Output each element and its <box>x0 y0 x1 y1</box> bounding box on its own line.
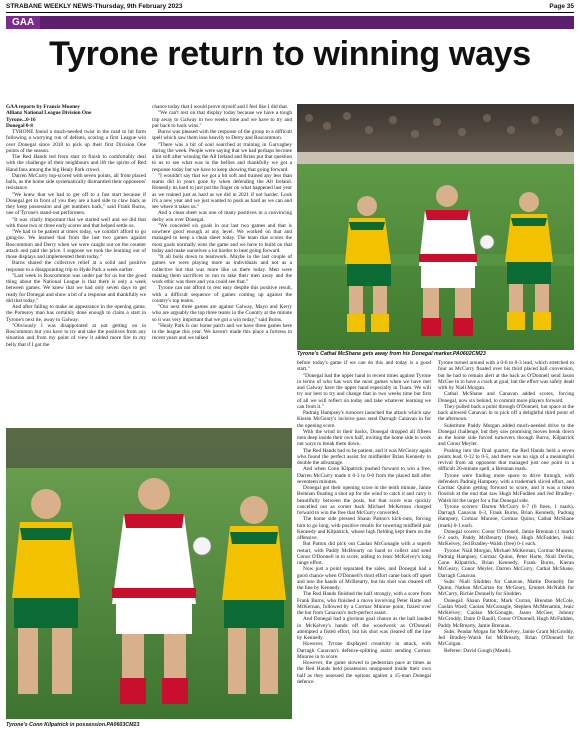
article-paragraph: Burns was pleased with the response of the group to a difficult spell which saw them lose heavily to Derry and Roscommon. <box>152 129 292 142</box>
article-paragraph: Tyrone were finding more space to drive through, with defenders Padraig Hampsey, with a trademark sliced effort, and Cormac Quinn getting forward to score, and it was a token flourish at the end that saw Hugh McFadden and Jed Bradley-Walsh hit the target for a flat Donegal side. <box>438 472 574 504</box>
article-column-2 <box>152 104 292 424</box>
article-paragraph: "Healy Park is our home patch and we have three games here in the league this year. We haven't made this place a fortress in recent years and we talked <box>152 322 292 342</box>
section-bar <box>6 16 574 29</box>
photo-kilpatrick-image <box>6 428 292 719</box>
article-paragraph: Pushing into the final quarter, the Red Hands held a seven points lead, 0-12 to 0-5, and there was no sign of a meaningful revival from an opponent that managed just one point in a difficult 20-minute spell, a Brennan mark. <box>438 447 574 473</box>
article-paragraph: Tyrone: Niall Morgan, Michael McKernan, Cormac Munroe, Padraig Hampsey, Cormac Quinn, Peter Harte, Niall Devlin, Conn Kilpatrick, Brian Kennedy, Frank Burns, Kieran McGeary, Conor Meyler, Darren McCurry, Cathal McShane, Darragh Canavan. <box>438 547 574 579</box>
article-paragraph: Substitute Paddy Morgan added much-needed drive to the Donegal challenge, but they saw promising moves break down as the home side forced turnovers through Burns, Kilpatrick and Conor Meyler. <box>438 422 574 448</box>
article-paragraph: "We conceded six goals in our last two games and that is nowhere good enough at any level. We worked on that and managed to keep a clean sheet today. The team that scores the most goals normally wins the game and we have to build on that today and make ourselves a lot harder to beat going forward. <box>152 222 292 254</box>
article-paragraph: Tyrone scorers: Darren McCurry 0-7 (6 frees, 1 mark), Darragh Canavan 0-3, Frank Burns, Brian Kennedy, Padraig Hampsey, Cormac Munroe, Cormac Quinn, Cathal McShane (mark) 0-1 each. <box>438 503 574 529</box>
article-paragraph: "Last week in Roscommon was under par for us but the good thing about the National League is that there is only a week between games. We knew that we had only seven days to get ready for Donegal and show a bit of a response and thankfully we did that today." <box>6 272 146 304</box>
article-paragraph: "It all boils down to teamwork. Maybe in the last couple of games we were playing more as individuals and not as a collective but that was more like us there today. Men were making them sacrifices to run to take their men away and the work ethic was there and you could see that." <box>152 254 292 285</box>
photo-mcshane <box>297 104 574 350</box>
byline <box>6 104 146 129</box>
article-paragraph: However, Tyrone displayed creativity in attack, with Darragh Canavan's defence-splitting assist sending Cormac Munroe in to score. <box>297 641 431 660</box>
publication-line: STRABANE WEEKLY NEWS-Thursday, 9th February 2023 <box>6 3 183 10</box>
article-paragraph: Donegal scorers: Conor O'Donnell, Jamie Brennan (1 mark) 0-2 each, Paddy McBrearty (free), Hugh McFadden, Jeaic McKelvey, Jed Bradley-Walsh (free) 0-1 each. <box>438 528 574 548</box>
article-paragraph: Cathal McShane and Canavan added scores, forcing Donegal, now six behind, to commit more players forward. <box>438 391 574 404</box>
article-paragraph: "Our next three games are against Galway, Mayo and Kerry who are arguably the top three teams in the Country at the minute so it was very important that we got a win today," said Burns. <box>152 304 292 323</box>
article-paragraph: The Red Hands had to be patient, and it was McGeary again who found the perfect assist for midfielder Brian Kennedy to double the advantage. <box>297 447 431 466</box>
header-rule <box>6 12 574 13</box>
byline-author: GAA reports by Francis Mooney <box>6 104 81 110</box>
article-paragraph: Referee: David Gough (Meath). <box>444 647 512 654</box>
article-paragraph: And Donegal had a glorious goal chance as the ball landed in McKelvey's hands off the woodwork as O'Donnell attempted a fisted effort, but his shot was cleared off the line by Kennedy. <box>297 616 431 641</box>
article-paragraph: Tyrone can not afford to rest easy despite this positive result, with a difficult sequence of games coming up against the country's top teams. <box>152 285 292 304</box>
article-paragraph: "It was vitally important that we started well and we did that with those two or three early scores and that helped settle us. <box>6 216 146 229</box>
article-paragraph: "We had to be patient at times today, we couldn't afford to go gung-ho. We learned that from the last two games against Roscommon and Derry when we were caught out on the counter attack and paid the price. I suppose we took the learning out of those displays and implemented them today." <box>6 229 146 260</box>
article-paragraph: Padraig Hampsey's turnover launched the attack which saw Kieran McGeary's incisive pass send Darragh Canavan in for the opening score. <box>297 410 431 429</box>
photo-kilpatrick-caption: Tyrone's Conn Kilpatrick in possession.PA0603CM23 <box>6 722 140 728</box>
article-paragraph: Subs: Peadar Mogan for McKelvey, Jamie Grant McGroddy, Jed Bradley-Walsh for McBrearty, Brian O'Donnell for McColgan. <box>438 628 574 648</box>
article-paragraph: But Patton did pick out Caolan McGonagle with a superb restart, with Paddy McBrearty on hand to collect and send Conor O'Donnell in to score, adding to Jeaic McKelvey's long range effort. <box>297 541 431 566</box>
article-paragraph: "We knew that we had to get off to a fast start because if Donegal get in front of you they are a hard side to claw back as they keep possession and get numbers back," said Frank Burns, one of Tyrone's stand-out performers. <box>6 191 146 217</box>
headline: Tyrone return to winning ways <box>49 35 531 73</box>
article-paragraph: The home side pressed Shaun Patton's kick-outs, forcing him to go long, with positive results for towering midfield pair Kennedy and Kilpatrick, whose high fielding kept them on the offensive. <box>297 516 431 541</box>
article-paragraph: "Obviously I was disappointed at not getting on in Roscommon but you have to try and take the positives from any situation and from my point of view it added more fire to my belly that if I got the <box>6 322 146 348</box>
article-paragraph: They pulled back a point through O'Donnell, but space at the back allowed Canavan in to pick off a delightful third point of the afternoon. <box>438 403 574 423</box>
photo-mcshane-caption: Tyrone's Cathal McShane gets away from his Donegal marker.PA0602CM23 <box>297 351 486 357</box>
article-paragraph: And a clean sheet was one of many positives in a convincing derby win over Donegal. <box>152 210 292 223</box>
article-paragraph: "There was a bit of soul searched at training in Garvaghey during the week. People were saying that we had perhaps become a bit soft after winning the All Ireland and Brian put that question to us to see what was in the bellies and thankfully we got a response today but we have to keep showing that going forward. <box>152 141 292 173</box>
article-paragraph: "We can't rest on that display today because we have a tough trip away to Galway in two weeks time and we have to try and put back to back wins." <box>152 110 292 129</box>
article-paragraph: "Donegal had the upper hand in recent times against Tyrone in terms of who has won the most games when we have met and Galway have the upper hand especially in Tuam. We will try our best to try and change that in two weeks time but first of all we will reflect on today and take whatever learning we can from it." <box>297 372 431 410</box>
photo-kilpatrick <box>6 428 292 719</box>
page-header <box>6 2 574 12</box>
article-paragraph: With the wind in their backs, Donegal dropped all fifteen men deep inside their own half, inviting the home side to work out ways to break them down. <box>297 428 431 448</box>
article-paragraph: The Red Hands finished the half strongly, with a score from Frank Burns, who finished a move involving Peter Harte and McKernan, followed by a Cormac Munroe point, fizzed over the bar from Canavan's inch-perfect assist. <box>297 591 431 616</box>
article-paragraph: The Red Hands led from start to finish to comfortably deal with the challenge of their neighbours and lift the spirits of Red Hand fans among the big Healy Park crowd. <box>6 154 146 173</box>
article-paragraph: chance today that I would prove myself and I feel like I did that. <box>152 104 289 110</box>
article-paragraph: And when Conn Kilpatrick pushed forward to win a free, Darren McCurry made it 0-3 to 0-0 from the placed ball after seventeen minutes. <box>297 466 431 485</box>
byline-competition: Allianz National League Division One <box>6 110 92 117</box>
byline-score-away: Donegal 0-8 <box>6 122 33 129</box>
article-paragraph: "I wouldn't say that we got a bit soft and trained any less than teams did in years gone by when defending the All Ireland. Honestly its hard to just put the finger on what happened last year as we trained just as hard as we did in 2021 if not harder. Look it's a new year and we just wanted to push as hard as we can and see where it takes us." <box>152 172 292 210</box>
article-column-3 <box>297 360 431 732</box>
photo-mcshane-image <box>297 104 574 350</box>
article-paragraph: Now just a point separated the sides, and Donegal had a good chance when O'Donnell's third effort came back off upset and into the hands of McBrearty, but his shot was cleared off the line by Kennedy. <box>297 566 431 591</box>
article-paragraph: TYRONE found a much-needed twist in the road to hit form following a worrying run of defeats, scoring a first League win over Donegal since 2018 to pick up their first Division One points of the season. <box>6 129 146 154</box>
page-number: Page 35 <box>549 3 574 10</box>
article-paragraph: Donegal: Shaun Patton; Mark Curran, Brendan McCole, Caolan Ward; Caolan McGonagle, Stephen McMenamin, Jeaic McKelvey; Caolan McGonagle, Jason McGee; Johnny McGroddy, Daire O Baoill, Conor O'Donnell, Hugh McFadden, Paddy McBrearty, Jamie Brennan. <box>438 597 574 629</box>
article-paragraph: However, the game slowed to pedestrian pace at times as the Red Hands held possession unopposed inside their own half as they assessed the options against a 15-man Donegal defence. <box>297 660 431 685</box>
article-paragraph: Donegal got their opening score in the tenth minute, Jamie Brennan floating a shot up for the wind to catch it and carry it beautifully between the posts, but that score was quickly cancelled out as corner back Michael McKernan charged forward to win the free that McCurry converted. <box>297 485 431 516</box>
byline-score-home: Tyrone...0-16 <box>6 116 36 123</box>
section-label: GAA <box>6 16 40 29</box>
article-paragraph: Burns shared the collective relief at a solid and positive response to a disappointing trip to Hyde Park a week earlier. <box>6 260 146 273</box>
article-paragraph: before today's game if we can do this and today is a good start." <box>297 360 431 373</box>
article-paragraph: Tyrone turned around with a 0-6 to 0-3 lead, which stretched to four as McCurry floated over his third placed ball conversion, but he had to remain alert at the back as O'Donnell send Jason McGee in to have a crack at goal, but the effort was safely dealt with by Niall Morgan. <box>438 360 574 391</box>
article-paragraph: Darren McCurry top-scored with seven points, all from placed balls, as the home side systematically dismantled their opponents' resistance. <box>6 172 146 192</box>
article-paragraph: And after failing to make an appearance in the opening game, the Pomeroy man has certainly done enough to claim a start in Tyrone's next tie, away to Galway. <box>6 304 146 323</box>
article-paragraph: Subs: Niall Sludden for Canavan, Mattie Donnelly for Quinn, Nathan McCartan for McGeary, Emmet McNabb for McCurry, Richie Donnelly for Sludden. <box>438 578 574 598</box>
article-column-4 <box>438 360 574 732</box>
article-column-1 <box>6 104 146 424</box>
